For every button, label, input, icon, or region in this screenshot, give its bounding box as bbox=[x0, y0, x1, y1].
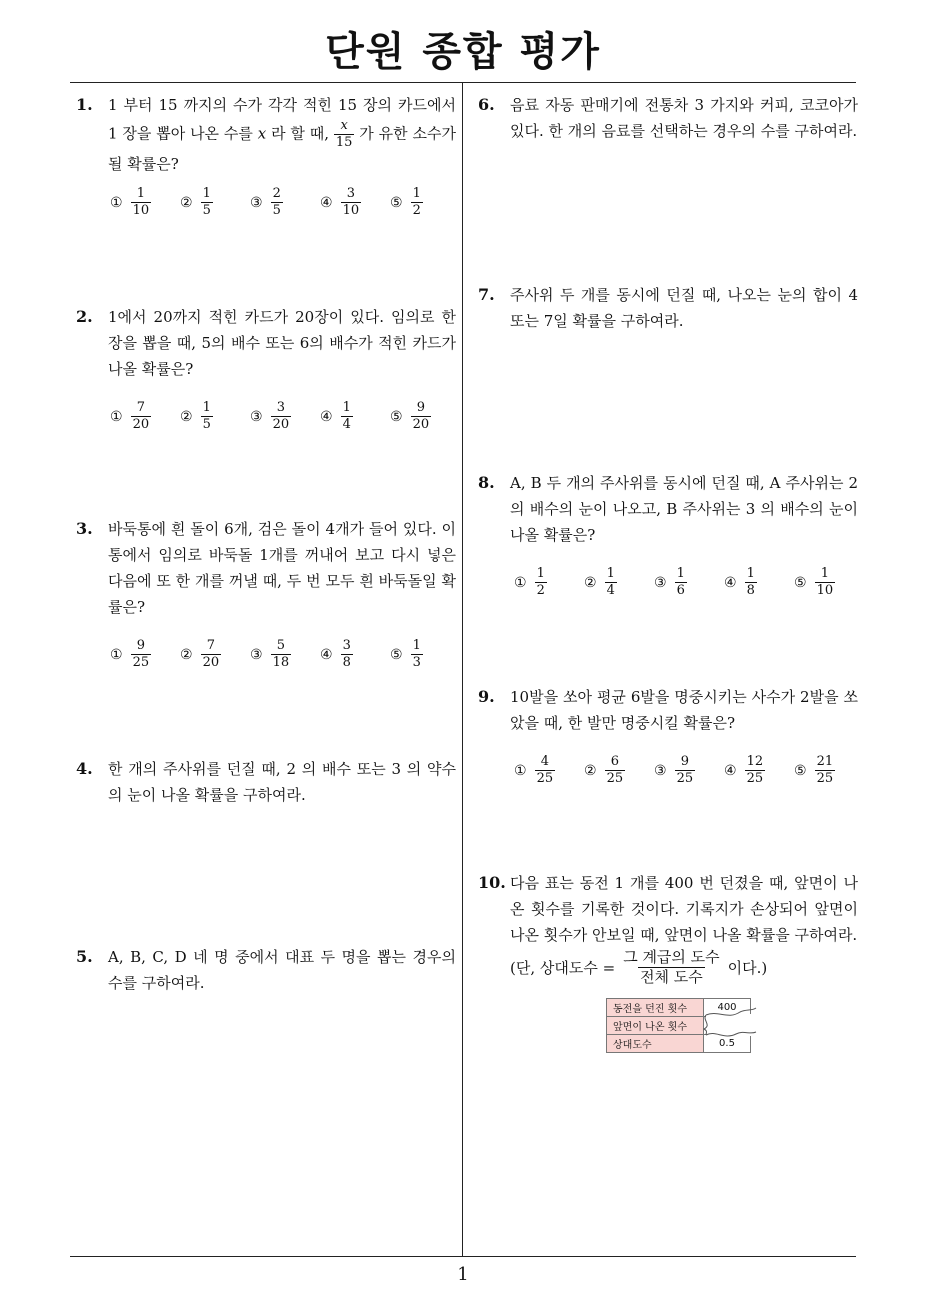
question-2 bbox=[76, 304, 456, 382]
question-text: 다음 표는 동전 1 개를 400 번 던졌을 때, 앞면이 나온 횟수를 기록한 것이다. 기록지가 손상되어 앞면이 나온 횟수가 안보일 때, 앞면이 나올 확률을 구하여라. bbox=[510, 874, 858, 944]
choice-3[interactable]: ③ $\frac{1}{6}$ bbox=[654, 566, 685, 598]
question-text: 음료 자동 판매기에 전통차 3 가지와 커피, 코코아가 있다. 한 개의 음료를 선택하는 경우의 수를 구하여라. bbox=[510, 96, 858, 140]
row-value: 400 bbox=[704, 999, 751, 1017]
row-value: 0.5 bbox=[704, 1035, 751, 1053]
fraction: $\frac{\text{그 계급의 도수}}{\text{전체 도수}}$ bbox=[623, 948, 720, 986]
question-5 bbox=[76, 944, 456, 996]
choice-5[interactable]: ⑤ $\frac{1}{10}$ bbox=[794, 566, 834, 598]
question-number: 4. bbox=[76, 759, 93, 778]
question-number: 2. bbox=[76, 307, 93, 326]
question-text: A, B, C, D 네 명 중에서 대표 두 명을 뽑는 경우의 수를 구하여라. bbox=[108, 948, 456, 992]
note-text: 이다.) bbox=[727, 958, 768, 977]
text-part: 1 부터 15 까지의 수가 각각 적힌 15 장의 카드에서 1 장을 뽑아 나온 수를 bbox=[108, 96, 456, 143]
choice-3[interactable]: ③ $\frac{9}{25}$ bbox=[654, 754, 694, 786]
page-number: 1 bbox=[457, 1264, 469, 1285]
question-number: 5. bbox=[76, 947, 93, 966]
top-rule bbox=[70, 82, 856, 83]
answer-choices bbox=[514, 754, 864, 787]
fraction: $\frac{x}{15}$ bbox=[335, 118, 353, 150]
choice-2[interactable]: ② $\frac{7}{20}$ bbox=[180, 638, 220, 670]
question-10 bbox=[478, 870, 858, 948]
choice-2[interactable]: ② $\frac{1}{5}$ bbox=[180, 186, 211, 218]
choice-1[interactable]: ① $\frac{4}{25}$ bbox=[514, 754, 554, 786]
text-part: 가 유한 소수가 될 확률은? bbox=[108, 124, 456, 173]
choice-4[interactable]: ④ $\frac{12}{25}$ bbox=[724, 754, 764, 786]
question-text: 바둑통에 흰 돌이 6개, 검은 돌이 4개가 들어 있다. 이 통에서 임의로 바둑돌 1개를 꺼내어 보고 다시 넣은 다음에 또 한 개를 꺼낼 때, 두 번 모두 흰 바둑돌일 확률은? bbox=[108, 520, 456, 616]
question-text: 1에서 20까지 적힌 카드가 20장이 있다. 임의로 한 장을 뽑을 때, 5의 배수 또는 6의 배수가 적힌 카드가 나올 확률은? bbox=[108, 308, 456, 378]
answer-choices bbox=[514, 566, 864, 599]
choice-5[interactable]: ⑤ $\frac{9}{20}$ bbox=[390, 400, 430, 432]
choice-2[interactable]: ② $\frac{1}{4}$ bbox=[584, 566, 615, 598]
choice-2[interactable]: ② $\frac{1}{5}$ bbox=[180, 400, 211, 432]
choice-3[interactable]: ③ $\frac{2}{5}$ bbox=[250, 186, 281, 218]
choice-4[interactable]: ④ $\frac{1}{8}$ bbox=[724, 566, 755, 598]
bottom-rule bbox=[70, 1256, 856, 1257]
question-text: 10발을 쏘아 평균 6발을 명중시키는 사수가 2발을 쏘았을 때, 한 발만 명중시킬 확률은? bbox=[510, 688, 858, 732]
note-text: (단, 상대도수 = bbox=[510, 958, 616, 977]
question-number: 9. bbox=[478, 687, 495, 706]
question-text: A, B 두 개의 주사위를 동시에 던질 때, A 주사위는 2 의 배수의 눈이 나오고, B 주사위는 3 의 배수의 눈이 나올 확률은? bbox=[510, 474, 858, 544]
choice-1[interactable]: ① $\frac{9}{25}$ bbox=[110, 638, 150, 670]
question-7 bbox=[478, 282, 858, 334]
question-6 bbox=[478, 92, 858, 144]
choice-5[interactable]: ⑤ $\frac{1}{2}$ bbox=[390, 186, 421, 218]
question-number: 3. bbox=[76, 519, 93, 538]
choice-3[interactable]: ③ $\frac{5}{18}$ bbox=[250, 638, 290, 670]
torn-paper-icon bbox=[700, 998, 760, 1054]
question-3 bbox=[76, 516, 456, 620]
question-4 bbox=[76, 756, 456, 808]
choice-1[interactable]: ① $\frac{1}{10}$ bbox=[110, 186, 150, 218]
choice-4[interactable]: ④ $\frac{3}{8}$ bbox=[320, 638, 351, 670]
column-divider bbox=[462, 82, 463, 1256]
answer-choices bbox=[110, 638, 460, 671]
question-text bbox=[108, 92, 456, 177]
question-1 bbox=[76, 92, 456, 177]
question-text: 주사위 두 개를 동시에 던질 때, 나오는 눈의 합이 4 또는 7일 확률을 구하여라. bbox=[510, 286, 858, 330]
choice-2[interactable]: ② $\frac{6}{25}$ bbox=[584, 754, 624, 786]
page-title: 단원 종합 평가 bbox=[325, 29, 601, 75]
choice-3[interactable]: ③ $\frac{3}{20}$ bbox=[250, 400, 290, 432]
question-number: 7. bbox=[478, 285, 495, 304]
choice-1[interactable]: ① $\frac{7}{20}$ bbox=[110, 400, 150, 432]
choice-5[interactable]: ⑤ $\frac{1}{3}$ bbox=[390, 638, 421, 670]
question-10-note bbox=[510, 948, 870, 987]
question-number: 8. bbox=[478, 473, 495, 492]
question-number: 6. bbox=[478, 95, 495, 114]
answer-choices bbox=[110, 186, 460, 219]
question-9 bbox=[478, 684, 858, 736]
answer-choices bbox=[110, 400, 460, 433]
text-part: 라 할 때, bbox=[271, 124, 330, 143]
choice-4[interactable]: ④ $\frac{1}{4}$ bbox=[320, 400, 351, 432]
question-text: 한 개의 주사위를 던질 때, 2 의 배수 또는 3 의 약수의 눈이 나올 확률을 구하여라. bbox=[108, 760, 456, 804]
choice-4[interactable]: ④ $\frac{3}{10}$ bbox=[320, 186, 360, 218]
row-label: 상대도수 bbox=[607, 1035, 704, 1053]
variable: x bbox=[257, 124, 267, 143]
row-label: 동전을 던진 횟수 bbox=[607, 999, 704, 1017]
question-number: 1. bbox=[76, 95, 93, 114]
question-8 bbox=[478, 470, 858, 548]
choice-1[interactable]: ① $\frac{1}{2}$ bbox=[514, 566, 545, 598]
row-label: 앞면이 나온 횟수 bbox=[607, 1017, 704, 1035]
question-number: 10. bbox=[478, 873, 506, 892]
choice-5[interactable]: ⑤ $\frac{21}{25}$ bbox=[794, 754, 834, 786]
